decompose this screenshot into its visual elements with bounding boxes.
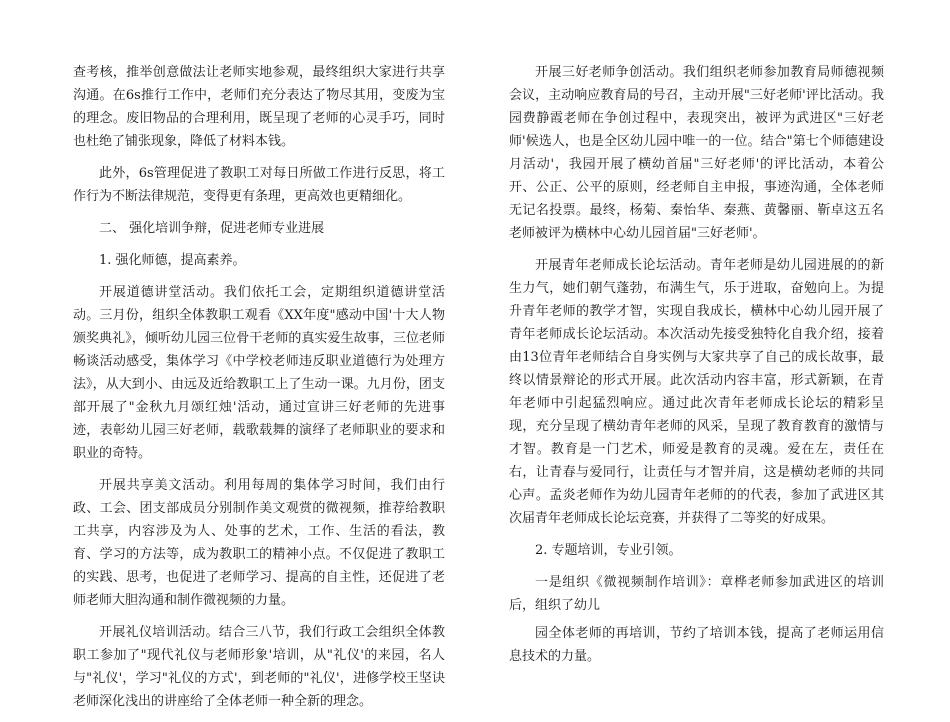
subsection-heading: 2. 专题培训，专业引领。 (535, 543, 682, 558)
paragraph: 此外，6s管理促进了教职工对每日所做工作进行反思，将工作行为不断法律规范，变得更有条理，更高效也更精细化。 (73, 166, 445, 204)
right-column (509, 61, 884, 677)
left-column (73, 61, 445, 722)
section-heading: 二、 强化培训争辩，促进老师专业进展 (99, 221, 325, 236)
paragraph: 开展共享美文活动。利用每周的集体学习时间，我们由行政、工会、团支部成员分别制作美文观赏的微视频，推荐给教职工共享，内容涉及为人、处事的艺术，工作、生活的看法，教育、学习的方法等，成为教职工的精神小点。不仅促进了教职工的实践、思考，也促进了老师学习、提高的自主性，还促进了老师老师大胆沟通和制作微视频的力量。 (73, 478, 445, 608)
paragraph: 园全体老师的再培训，节约了培训本钱，提高了老师运用信息技术的力量。 (509, 626, 884, 664)
paragraph: 一是组织《微视频制作培训》：章桦老师参加武进区的培训后，组织了幼儿 (509, 575, 884, 613)
paragraph: 开展青年老师成长论坛活动。青年老师是幼儿园进展的的新生力气，她们朝气蓬勃，布满生气，乐于进取，奋勉向上。为提升青年老师的教学才智，实现自我成长，横林中心幼儿园开展了青年老师成长论坛活动。本次活动先接受独特化自我介绍，接着由13位青年老师结合自身实例与大家共享了自己的成长故事，最终以情景辩论的形式开展。此次活动内容丰富，形式新颖，在青年老师中引起猛烈响应。通过此次青年老师成长论坛的精彩呈现，充分呈现了横幼青年老师的风采，呈现了教育教育的激情与才智。教育是一门艺术，师爱是教育的灵魂。爱在左，责任在右，让青春与爱同行，让责任与才智并肩，这是横幼老师的共同心声。孟炎老师作为幼儿园青年老师的的代表，参加了武进区其次届青年老师成长论坛竞赛，并获得了二等奖的好成果。 (509, 258, 884, 526)
paragraph: 开展三好老师争创活动。我们组织老师参加教育局师德视频会议，主动响应教育局的号召，主动开展"三好老师'评比活动。我园费静霞老师在争创过程中，表现突出，被评为武进区"三好老师'候选人，也是全区幼儿园中唯一的一位。结合"第七个师德建设月活动'，我园开展了横幼首届"三好老师'的评比活动，本着公开、公正、公平的原则，经老师自主申报，事迹沟通，全体老师无记名投票。最终，杨菊、秦怡华、秦燕、黄馨丽、靳卓这五名老师被评为横林中心幼儿园首届"三好老师'。 (509, 65, 884, 241)
paragraph: 查考核，推举创意做法让老师实地参观，最终组织大家进行共享沟通。在6s推行工作中，老师们充分表达了物尽其用，变废为宝的理念。废旧物品的合理利用，既呈现了老师的心灵手巧，同时也杜绝了铺张现象，降低了材料本钱。 (73, 65, 445, 149)
subsection-heading: 1. 强化师德，提高素养。 (99, 253, 246, 268)
paragraph: 开展道德讲堂活动。我们依托工会，定期组织道德讲堂活动。三月份，组织全体教职工观看《XX年度"感动中国'十大人物颁奖典礼》，倾听幼儿园三位骨干老师的真实爱生故事，三位老师畅谈活动感受，集体学习《中学校老师违反职业道德行为处理方法》，从大到小、由远及近给教职工上了生动一课。九月份，团支部开展了"金秋九月颂红烛'活动，通过宣讲三好老师的先进事迹，表彰幼儿园三好老师，载歌载舞的演绎了老师职业的要求和职业的奇特。 (73, 285, 445, 461)
paragraph: 开展礼仪培训活动。结合三八节，我们行政工会组织全体教职工参加了"现代礼仪与老师形象'培训，从"礼仪'的来园，名人与"礼仪'，学习"礼仪的方式'，到老师的"礼仪'，进修学校王坚诀老师深化浅出的讲座给了全体老师一种全新的理念。 (73, 625, 445, 709)
